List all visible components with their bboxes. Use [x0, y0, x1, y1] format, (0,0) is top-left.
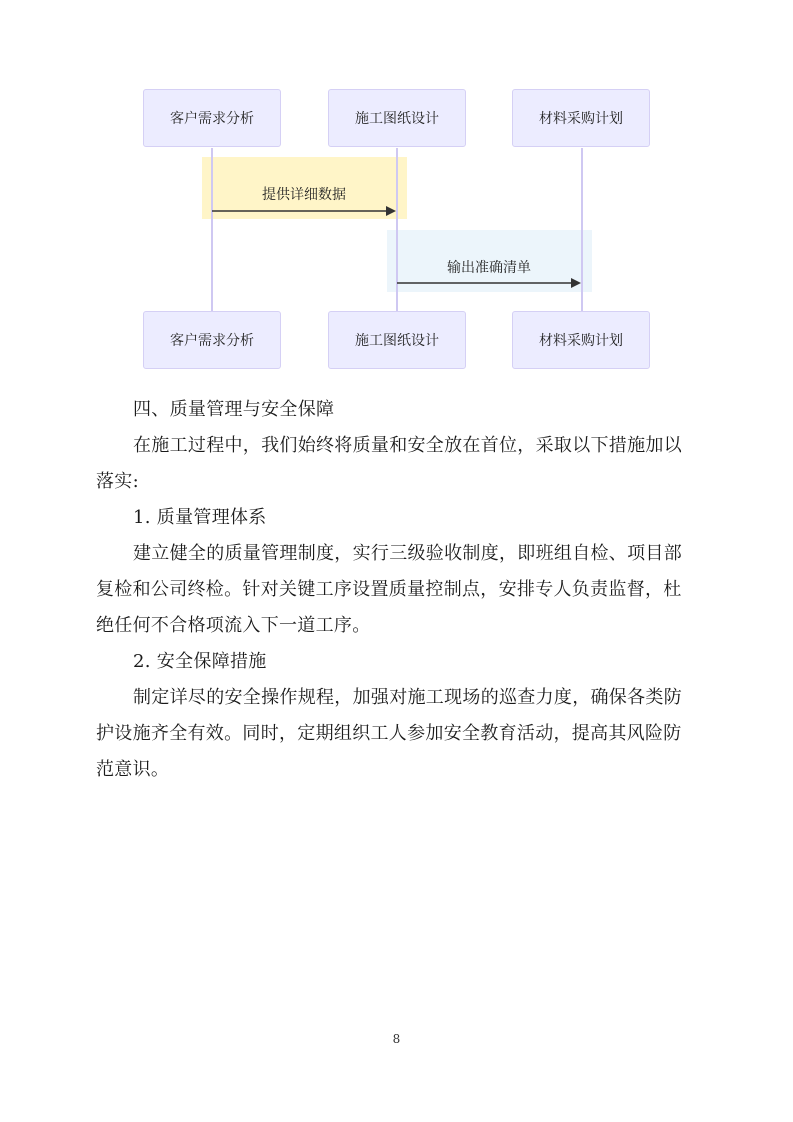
section-title: 四、质量管理与安全保障	[133, 399, 335, 420]
message-label-2: 输出准确清单	[447, 260, 531, 276]
actor-bottom-2: 施工图纸设计	[328, 311, 466, 369]
subsection-title-1: 1. 质量管理体系	[133, 507, 267, 528]
subsection-1-line-3: 绝任何不合格项流入下一道工序。	[96, 615, 371, 636]
subsection-title-2: 2. 安全保障措施	[133, 651, 267, 672]
intro-line-2: 落实:	[96, 471, 139, 492]
message-arrow-2	[397, 278, 581, 288]
subsection-2-line-2: 护设施齐全有效。同时，定期组织工人参加安全教育活动，提高其风险防	[96, 723, 682, 744]
subsection-1-line-2: 复检和公司终检。针对关键工序设置质量控制点，安排专人负责监督，杜	[96, 579, 682, 600]
actor-top-2: 施工图纸设计	[328, 89, 466, 147]
sequence-diagram	[0, 0, 793, 380]
actor-top-1: 客户需求分析	[143, 89, 281, 147]
page-number: 8	[392, 1032, 401, 1046]
document-body	[96, 392, 696, 788]
actor-bottom-3: 材料采购计划	[512, 311, 650, 369]
message-label-1: 提供详细数据	[262, 187, 346, 203]
actor-bottom-1: 客户需求分析	[143, 311, 281, 369]
actor-top-3: 材料采购计划	[512, 89, 650, 147]
subsection-2-line-3: 范意识。	[96, 759, 170, 780]
intro-line-1: 在施工过程中，我们始终将质量和安全放在首位，采取以下措施加以	[133, 435, 682, 456]
subsection-1-line-1: 建立健全的质量管理制度，实行三级验收制度，即班组自检、项目部	[133, 543, 682, 564]
subsection-2-line-1: 制定详尽的安全操作规程，加强对施工现场的巡查力度，确保各类防	[133, 687, 682, 708]
message-arrow-1	[212, 206, 396, 216]
